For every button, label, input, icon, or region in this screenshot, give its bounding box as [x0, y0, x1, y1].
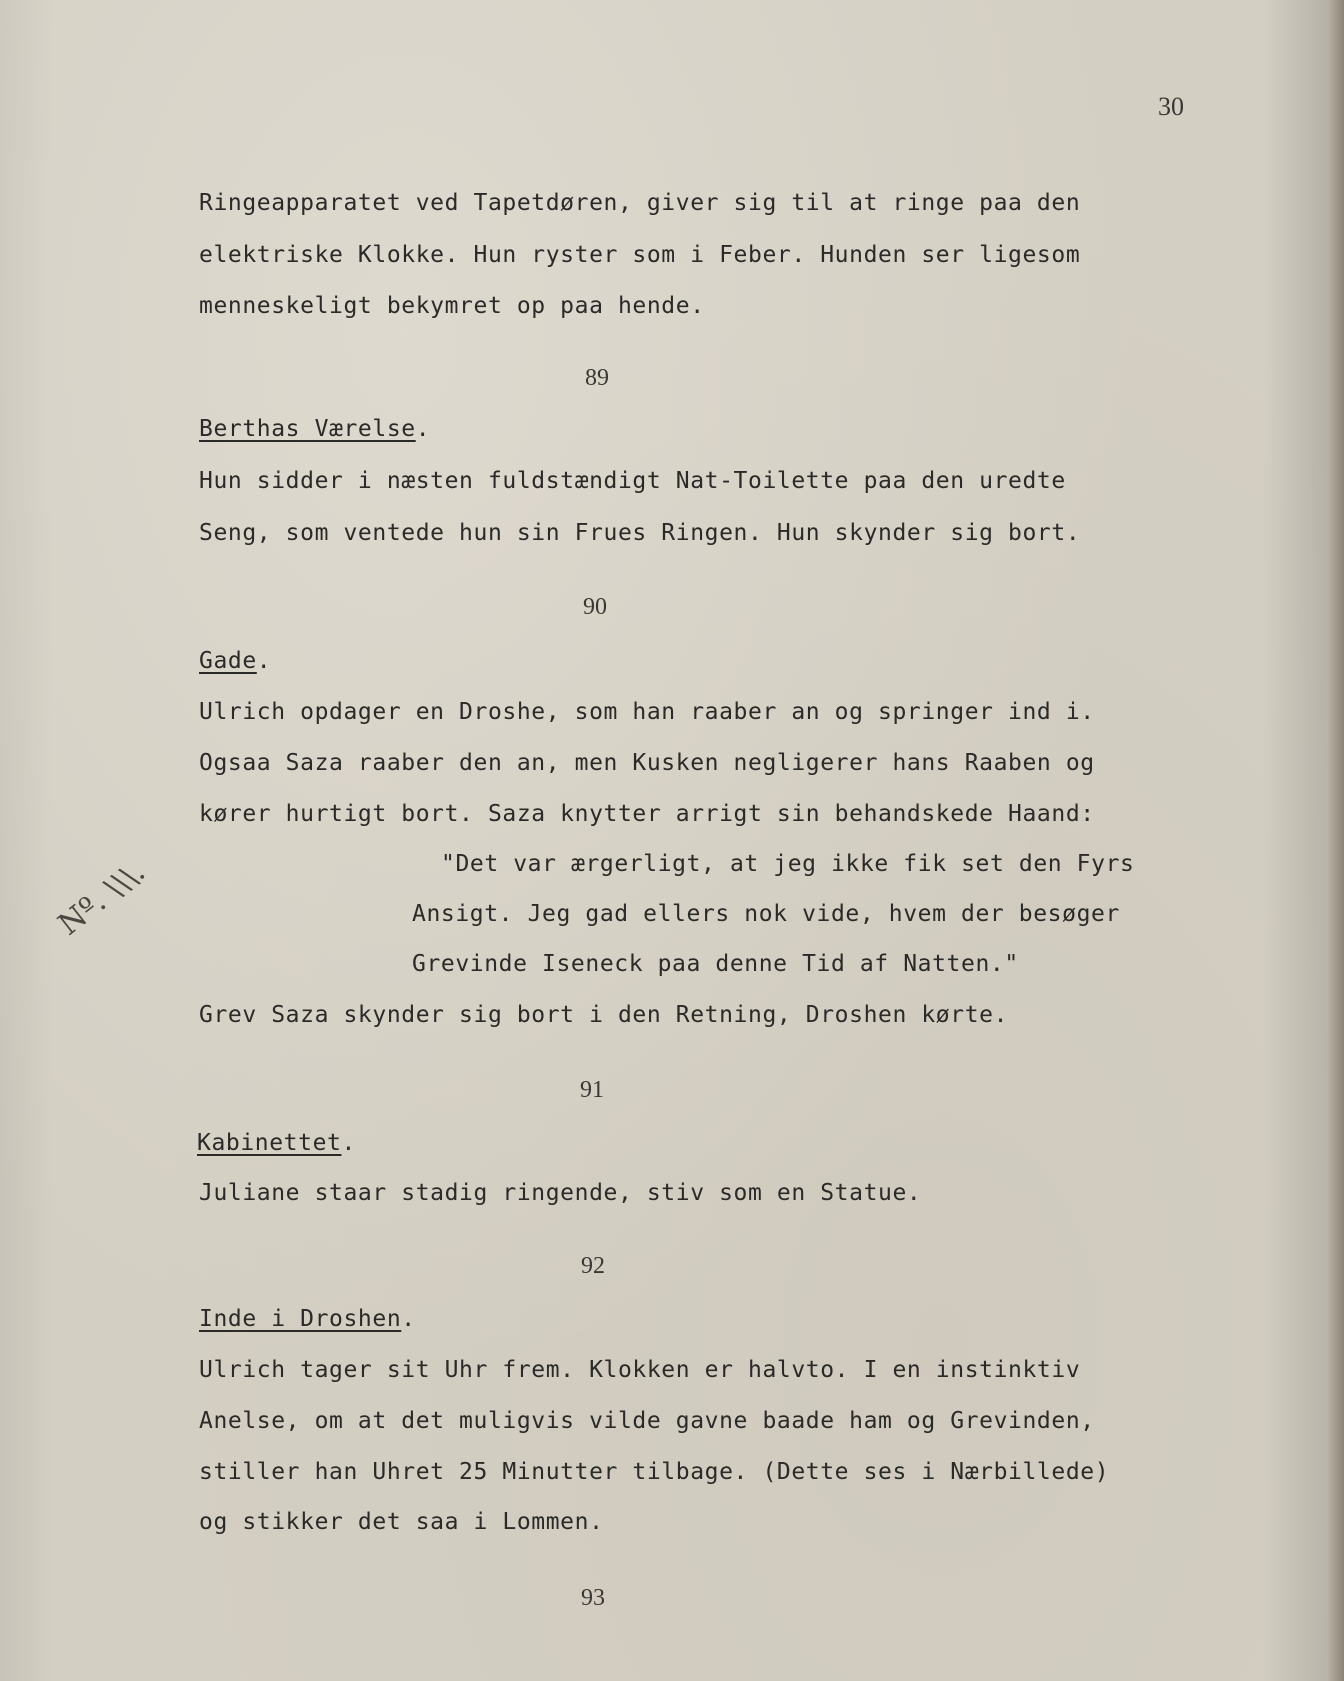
- scene-number-93: 93: [581, 1585, 605, 1611]
- scene-90-after-line: Grev Saza skynder sig bort i den Retning, Droshen kørte.: [199, 1002, 1009, 1028]
- scene-90-line-1: Ulrich opdager en Droshe, som han raaber an og springer ind i.: [199, 699, 1095, 725]
- scene-number-90: 90: [583, 594, 607, 620]
- dialogue-line-3: Grevinde Iseneck paa denne Tid af Natten.": [412, 951, 1019, 977]
- dialogue-line-1: "Det var ærgerligt, at jeg ikke fik set den Fyrs: [441, 851, 1135, 877]
- scene-91-line-1: Juliane staar stadig ringende, stiv som en Statue.: [199, 1180, 922, 1206]
- scene-92-line-4: og stikker det saa i Lommen.: [199, 1509, 604, 1535]
- scene-89-line-2: Seng, som ventede hun sin Frues Ringen. Hun skynder sig bort.: [199, 520, 1081, 546]
- scene-heading-berthas-vaerelse: Berthas Værelse.: [199, 416, 431, 442]
- page-edge-shadow: [1328, 0, 1344, 1681]
- scene-number-89: 89: [585, 365, 609, 391]
- scene-92-line-2: Anelse, om at det muligvis vilde gavne baade ham og Grevinden,: [199, 1408, 1095, 1434]
- scene-90-line-2: Ogsaa Saza raaber den an, men Kusken negligerer hans Raaben og: [199, 750, 1095, 776]
- scene-90-line-3: kører hurtigt bort. Saza knytter arrigt sin behandskede Haand:: [199, 801, 1095, 827]
- scene-92-line-3: stiller han Uhret 25 Minutter tilbage. (Dette ses i Nærbillede): [199, 1459, 1110, 1485]
- scene-heading-gade: Gade.: [199, 648, 272, 674]
- opening-line-3: menneskeligt bekymret op paa hende.: [199, 293, 705, 319]
- scene-heading-inde-i-droshen: Inde i Droshen.: [199, 1306, 416, 1332]
- scene-89-line-1: Hun sidder i næsten fuldstændigt Nat-Toilette paa den uredte: [199, 468, 1066, 494]
- page-number: 30: [1158, 92, 1184, 121]
- scene-number-92: 92: [581, 1253, 605, 1279]
- scene-heading-kabinettet: Kabinettet.: [197, 1130, 356, 1156]
- dialogue-line-2: Ansigt. Jeg gad ellers nok vide, hvem der besøger: [412, 901, 1120, 927]
- scene-number-91: 91: [580, 1077, 604, 1103]
- handwritten-margin-note: Nº. \\\.: [52, 853, 152, 943]
- scene-92-line-1: Ulrich tager sit Uhr frem. Klokken er halvto. I en instinktiv: [199, 1357, 1081, 1383]
- opening-line-1: Ringeapparatet ved Tapetdøren, giver sig til at ringe paa den: [199, 190, 1081, 216]
- opening-line-2: elektriske Klokke. Hun ryster som i Feber. Hunden ser ligesom: [199, 242, 1081, 268]
